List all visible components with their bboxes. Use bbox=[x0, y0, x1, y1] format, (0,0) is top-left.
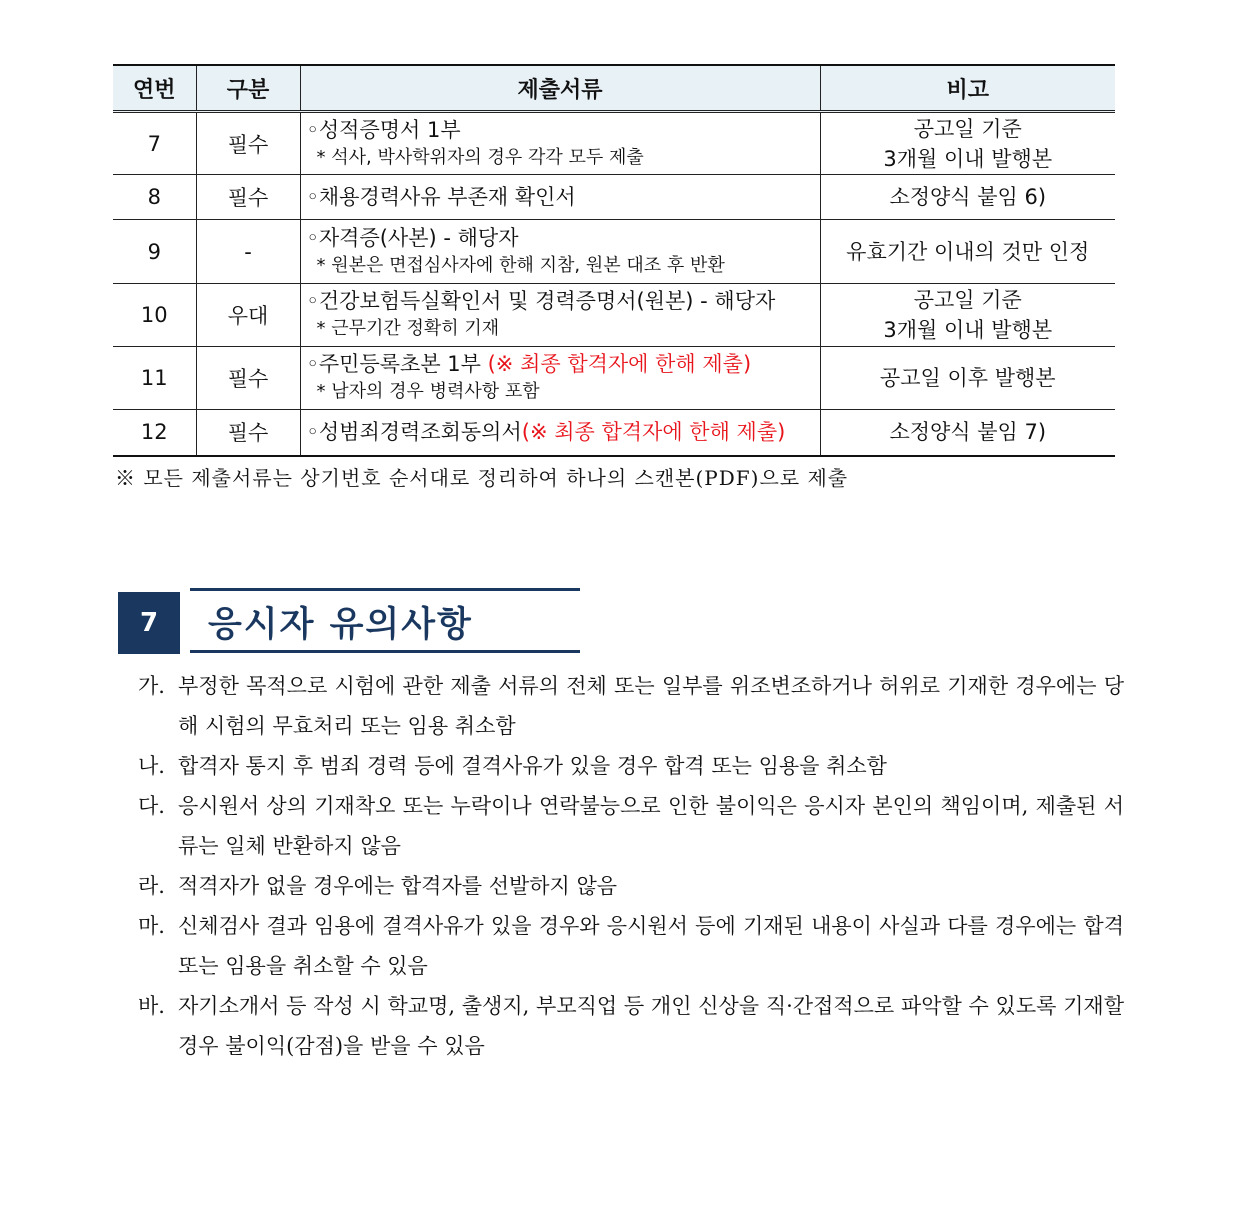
row-category: 필수 bbox=[196, 112, 300, 175]
list-item bbox=[138, 866, 1124, 906]
table-row bbox=[113, 410, 1115, 456]
row-documents bbox=[300, 112, 820, 175]
row-category: 필수 bbox=[196, 347, 300, 410]
document-name-text: ◦성범죄경력조회동의서 bbox=[306, 420, 522, 445]
section-rule-bottom bbox=[190, 650, 580, 653]
document-name bbox=[307, 183, 820, 211]
list-item bbox=[138, 746, 1124, 786]
notice-text: 신체검사 결과 임용에 결격사유가 있을 경우와 응시원서 등에 기재된 내용이 사실과 다를 경우에는 합격 또는 임용을 취소할 수 있음 bbox=[178, 914, 1124, 978]
list-item bbox=[138, 906, 1124, 986]
remark-line: 공고일 이후 발행본 bbox=[879, 366, 1056, 390]
remark-line: 소정양식 붙임 7) bbox=[889, 420, 1047, 445]
notice-text: 자기소개서 등 작성 시 학교명, 출생지, 부모직업 등 개인 신상을 직·간접적으로 파악할 수 있도록 기재할 경우 불이익(감점)을 받을 수 있음 bbox=[178, 994, 1124, 1058]
document-subnote: * 남자의 경우 병력사항 포함 bbox=[316, 381, 540, 402]
section-number-badge: 7 bbox=[118, 592, 180, 654]
table-row bbox=[113, 284, 1115, 347]
notice-marker: 마. bbox=[138, 914, 165, 938]
notice-marker: 라. bbox=[138, 874, 165, 898]
row-remarks bbox=[820, 175, 1115, 220]
document-name bbox=[307, 224, 820, 252]
document-name bbox=[307, 287, 820, 315]
list-item bbox=[138, 666, 1124, 746]
row-remarks bbox=[820, 410, 1115, 456]
row-number: 9 bbox=[113, 220, 196, 284]
notice-marker: 나. bbox=[138, 754, 165, 778]
row-number: 11 bbox=[113, 347, 196, 410]
document-name bbox=[307, 116, 820, 144]
table-row bbox=[113, 175, 1115, 220]
table-footnote: ※ 모든 제출서류는 상기번호 순서대로 정리하여 하나의 스캔본(PDF)으로 제출 bbox=[115, 466, 849, 490]
row-number: 8 bbox=[113, 175, 196, 220]
final-passer-note: (※ 최종 합격자에 한해 제출) bbox=[521, 420, 786, 445]
document-name-text: ◦성적증명서 1부 bbox=[306, 117, 461, 142]
notice-text: 부정한 목적으로 시험에 관한 제출 서류의 전체 또는 일부를 위조변조하거나 허위로 기재한 경우에는 당해 시험의 무효처리 또는 임용 취소함 bbox=[178, 674, 1124, 738]
row-documents bbox=[300, 220, 820, 284]
table-header-row bbox=[113, 65, 1115, 112]
remark-line: 공고일 기준 bbox=[913, 116, 1022, 141]
document-subnote: * 석사, 박사학위자의 경우 각각 모두 제출 bbox=[316, 146, 644, 168]
document-name-text: ◦주민등록초본 1부 bbox=[306, 352, 488, 376]
header-number: 연번 bbox=[113, 65, 196, 112]
notice-marker: 가. bbox=[138, 674, 165, 698]
notice-text: 적격자가 없을 경우에는 합격자를 선발하지 않음 bbox=[178, 874, 618, 898]
notice-marker: 다. bbox=[138, 794, 165, 818]
document-name-text: ◦채용경력사유 부존재 확인서 bbox=[306, 185, 576, 209]
header-remarks: 비고 bbox=[820, 65, 1115, 112]
row-number: 12 bbox=[113, 410, 196, 456]
list-item bbox=[138, 986, 1124, 1066]
row-documents bbox=[300, 347, 820, 410]
remark-line: 3개월 이내 발행본 bbox=[883, 318, 1053, 342]
notice-marker: 바. bbox=[138, 994, 165, 1018]
section-title: 응시자 유의사항 bbox=[208, 605, 473, 645]
final-passer-note: (※ 최종 합격자에 한해 제출) bbox=[487, 352, 752, 376]
notice-list bbox=[138, 666, 1124, 1066]
row-remarks bbox=[820, 220, 1115, 284]
row-documents bbox=[300, 410, 820, 456]
remark-line: 3개월 이내 발행본 bbox=[883, 146, 1053, 171]
row-remarks bbox=[820, 112, 1115, 175]
row-category: 필수 bbox=[196, 175, 300, 220]
table-row bbox=[113, 347, 1115, 410]
header-documents: 제출서류 bbox=[300, 65, 820, 112]
row-documents bbox=[300, 284, 820, 347]
row-number: 7 bbox=[113, 112, 196, 175]
table-row bbox=[113, 112, 1115, 175]
remark-line: 유효기간 이내의 것만 인정 bbox=[846, 239, 1090, 264]
row-remarks bbox=[820, 347, 1115, 410]
list-item bbox=[138, 786, 1124, 866]
documents-table bbox=[113, 64, 1115, 457]
document-name bbox=[307, 350, 820, 378]
document-name bbox=[307, 418, 820, 446]
remark-line: 소정양식 붙임 6) bbox=[889, 185, 1047, 209]
section-rule-top bbox=[190, 588, 580, 591]
document-name-text: ◦건강보험득실확인서 및 경력증명서(원본) - 해당자 bbox=[306, 289, 776, 313]
table-row bbox=[113, 220, 1115, 284]
document-name-text: ◦자격증(사본) - 해당자 bbox=[306, 225, 519, 250]
document-subnote: * 원본은 면접심사자에 한해 지참, 원본 대조 후 반환 bbox=[316, 254, 725, 276]
row-category: 우대 bbox=[196, 284, 300, 347]
remark-line: 공고일 기준 bbox=[913, 288, 1022, 312]
notice-text: 응시원서 상의 기재착오 또는 누락이나 연락불능으로 인한 불이익은 응시자 본인의 책임이며, 제출된 서류는 일체 반환하지 않음 bbox=[178, 794, 1124, 858]
header-category: 구분 bbox=[196, 65, 300, 112]
row-documents bbox=[300, 175, 820, 220]
notice-text: 합격자 통지 후 범죄 경력 등에 결격사유가 있을 경우 합격 또는 임용을 취소함 bbox=[178, 754, 887, 778]
row-category: 필수 bbox=[196, 410, 300, 456]
row-category: - bbox=[196, 220, 300, 284]
document-subnote: * 근무기간 정확히 기재 bbox=[316, 318, 500, 339]
row-number: 10 bbox=[113, 284, 196, 347]
row-remarks bbox=[820, 284, 1115, 347]
